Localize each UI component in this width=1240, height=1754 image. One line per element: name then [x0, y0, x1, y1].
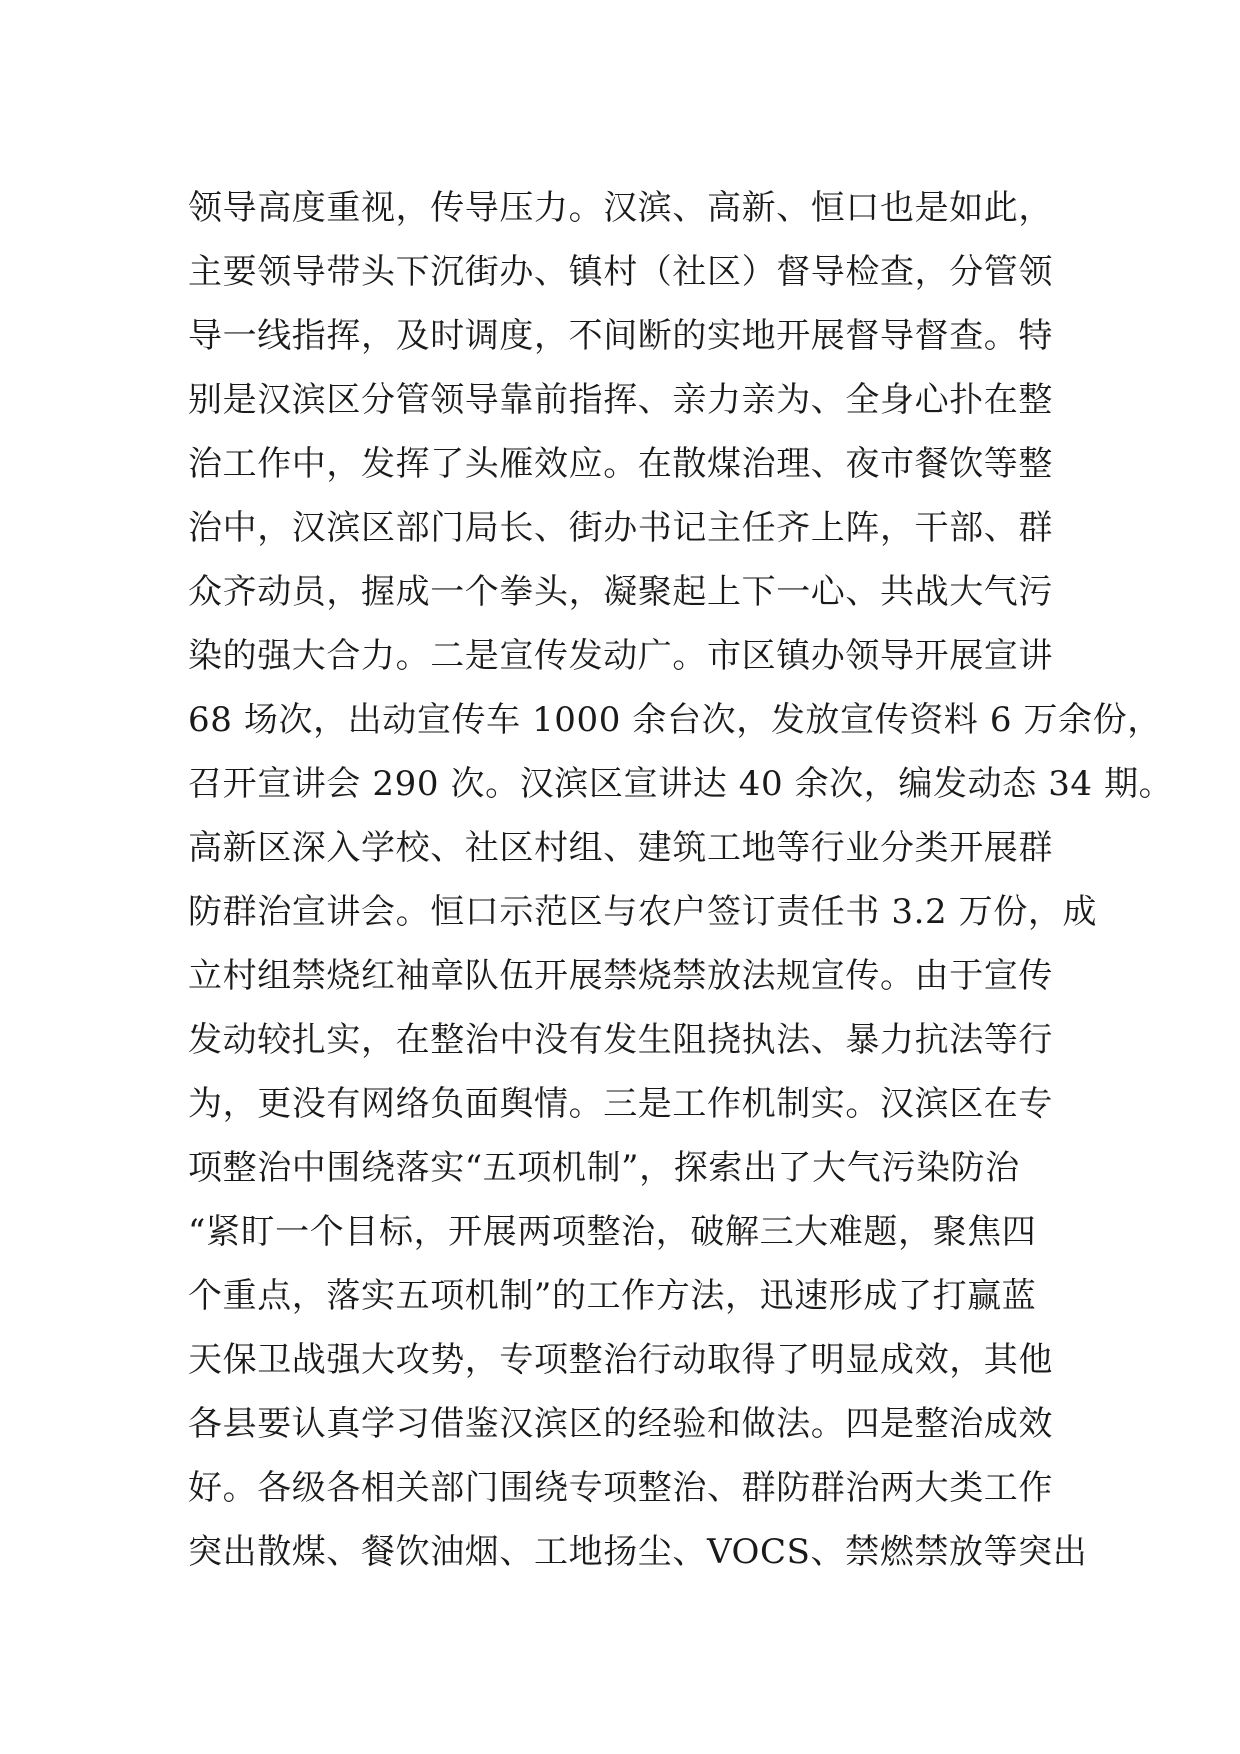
text-line: 立村组禁烧红袖章队伍开展禁烧禁放法规宣传。由于宣传 [188, 956, 1053, 996]
text-line: 染的强大合力。二是宣传发动广。市区镇办领导开展宣讲 [188, 636, 1053, 676]
text-line: 天保卫战强大攻势，专项整治行动取得了明显成效，其他 [188, 1340, 1053, 1380]
text-line: 领导高度重视，传导压力。汉滨、高新、恒口也是如此， [188, 188, 1053, 228]
text-line: 导一线指挥，及时调度，不间断的实地开展督导督查。特 [188, 316, 1053, 356]
text-line: 项整治中围绕落实“五项机制”，探索出了大气污染防治 [188, 1148, 1020, 1188]
text-line: 68 场次，出动宣传车 1000 余台次，发放宣传资料 6 万余份， [188, 700, 1162, 740]
text-line: 为，更没有网络负面舆情。三是工作机制实。汉滨区在专 [188, 1084, 1053, 1124]
text-line: 高新区深入学校、社区村组、建筑工地等行业分类开展群 [188, 828, 1053, 868]
text-line: “紧盯一个目标，开展两项整治，破解三大难题，聚焦四 [188, 1212, 1037, 1252]
text-line: 个重点，落实五项机制”的工作方法，迅速形成了打赢蓝 [188, 1276, 1037, 1316]
text-line: 众齐动员，握成一个拳头，凝聚起上下一心、共战大气污 [188, 572, 1053, 612]
text-line: 主要领导带头下沉街办、镇村（社区）督导检查，分管领 [188, 252, 1053, 292]
text-line: 突出散煤、餐饮油烟、工地扬尘、VOCS、禁燃禁放等突出 [188, 1532, 1088, 1572]
text-line: 召开宣讲会 290 次。汉滨区宣讲达 40 余次，编发动态 34 期。 [188, 764, 1174, 804]
text-line: 发动较扎实，在整治中没有发生阻挠执法、暴力抗法等行 [188, 1020, 1053, 1060]
text-line: 好。各级各相关部门围绕专项整治、群防群治两大类工作 [188, 1468, 1053, 1508]
text-line: 别是汉滨区分管领导靠前指挥、亲力亲为、全身心扑在整 [188, 380, 1053, 420]
text-line: 各县要认真学习借鉴汉滨区的经验和做法。四是整治成效 [188, 1404, 1053, 1444]
body-text [188, 176, 1174, 1584]
text-line: 治中，汉滨区部门局长、街办书记主任齐上阵，干部、群 [188, 508, 1053, 548]
text-line: 防群治宣讲会。恒口示范区与农户签订责任书 3.2 万份，成 [188, 892, 1098, 932]
text-line: 治工作中，发挥了头雁效应。在散煤治理、夜市餐饮等整 [188, 444, 1053, 484]
